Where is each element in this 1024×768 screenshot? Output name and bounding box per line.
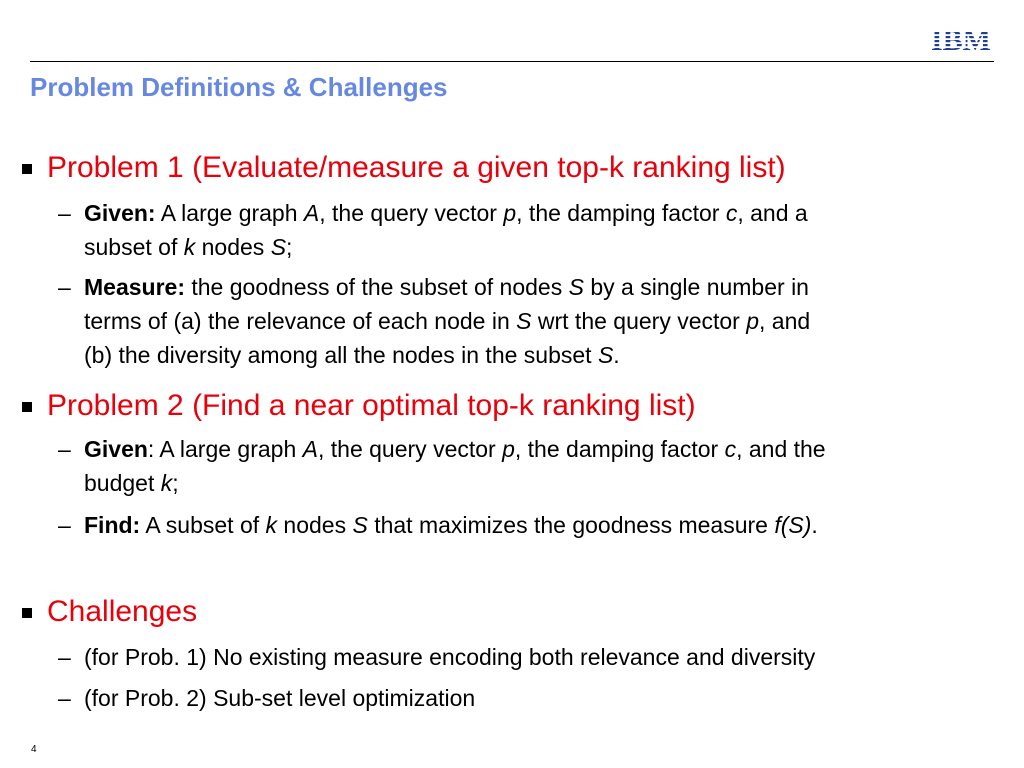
var-S: S (270, 234, 287, 260)
square-bullet-icon (22, 608, 32, 618)
text-run: . (811, 512, 818, 538)
header-divider (30, 61, 994, 62)
given-label: Given: (84, 200, 156, 226)
challenge-text: (for Prob. 2) Sub-set level optimization (84, 685, 476, 711)
text-run: wrt the query vector (531, 308, 747, 334)
problem2-find-text (84, 508, 1004, 542)
var-c: c (725, 200, 738, 226)
challenges-heading: Challenges (47, 595, 198, 628)
text-run: A subset of (140, 512, 266, 538)
text-run: nodes (277, 512, 353, 538)
text-run: terms of (a) the relevance of each node in (84, 308, 517, 334)
text-run: , the query vector (319, 200, 504, 226)
dash-bullet: – (58, 436, 71, 462)
var-A: A (303, 200, 320, 226)
challenge-text: (for Prob. 1) No existing measure encoding both relevance and diversity (84, 644, 816, 670)
given-label: Given (84, 436, 148, 462)
var-p: p (502, 436, 515, 462)
dash-bullet: – (58, 685, 71, 711)
problem2-find-item (58, 508, 998, 542)
measure-label: Measure: (84, 274, 185, 300)
challenge-item (58, 640, 998, 674)
var-S: S (597, 342, 614, 368)
problem1-measure-item (58, 270, 998, 372)
dash-bullet: – (58, 274, 71, 300)
var-k: k (265, 512, 278, 538)
ibm-logo (926, 24, 996, 54)
problem2-given-text (84, 432, 1004, 500)
text-run: nodes (195, 234, 271, 260)
text-run: subset of (84, 234, 184, 260)
var-fS: f(S) (774, 512, 812, 538)
text-run: , the damping factor (516, 200, 726, 226)
find-label: Find: (84, 512, 141, 538)
text-run: , and a (737, 200, 808, 226)
problem1-heading: Problem 1 (Evaluate/measure a given top-k ranking list) (47, 151, 786, 184)
var-S: S (568, 274, 584, 300)
var-S: S (352, 512, 368, 538)
var-p: p (746, 308, 760, 334)
var-A: A (302, 436, 318, 462)
var-k: k (183, 234, 196, 260)
problem2-heading: Problem 2 (Find a near optimal top-k ranking list) (47, 389, 696, 422)
challenge-item (58, 681, 998, 715)
problem1-measure-text (84, 270, 1004, 372)
text-run: that maximizes the goodness measure (367, 512, 775, 538)
text-run: . (613, 342, 620, 368)
text-run: the goodness of the subset of nodes (184, 274, 569, 300)
square-bullet-icon (22, 164, 32, 174)
text-run: , the damping factor (514, 436, 725, 462)
dash-bullet: – (58, 200, 71, 226)
text-run: : A large graph (147, 436, 303, 462)
text-run: budget (84, 470, 161, 496)
slide-title: Problem Definitions & Challenges (30, 72, 448, 102)
text-run: , the query vector (318, 436, 503, 462)
dash-bullet: – (58, 644, 71, 670)
text-run: by a single number in (583, 274, 809, 300)
text-run: ; (286, 234, 293, 260)
text-run: , and (759, 308, 811, 334)
dash-bullet: – (58, 512, 71, 538)
text-run: A large graph (155, 200, 304, 226)
text-run: ; (172, 470, 179, 496)
problem1-given-text (84, 196, 1004, 264)
var-c: c (724, 436, 737, 462)
problem1-given-item (58, 196, 998, 264)
square-bullet-icon (22, 402, 32, 412)
var-p: p (503, 200, 517, 226)
page-number: 4 (31, 744, 37, 755)
text-run: (b) the diversity among all the nodes in the subset (84, 342, 598, 368)
problem2-given-item (58, 432, 998, 500)
var-k: k (160, 470, 173, 496)
svg-text:IBM: IBM (931, 24, 991, 54)
text-run: , and the (736, 436, 826, 462)
var-S: S (516, 308, 532, 334)
